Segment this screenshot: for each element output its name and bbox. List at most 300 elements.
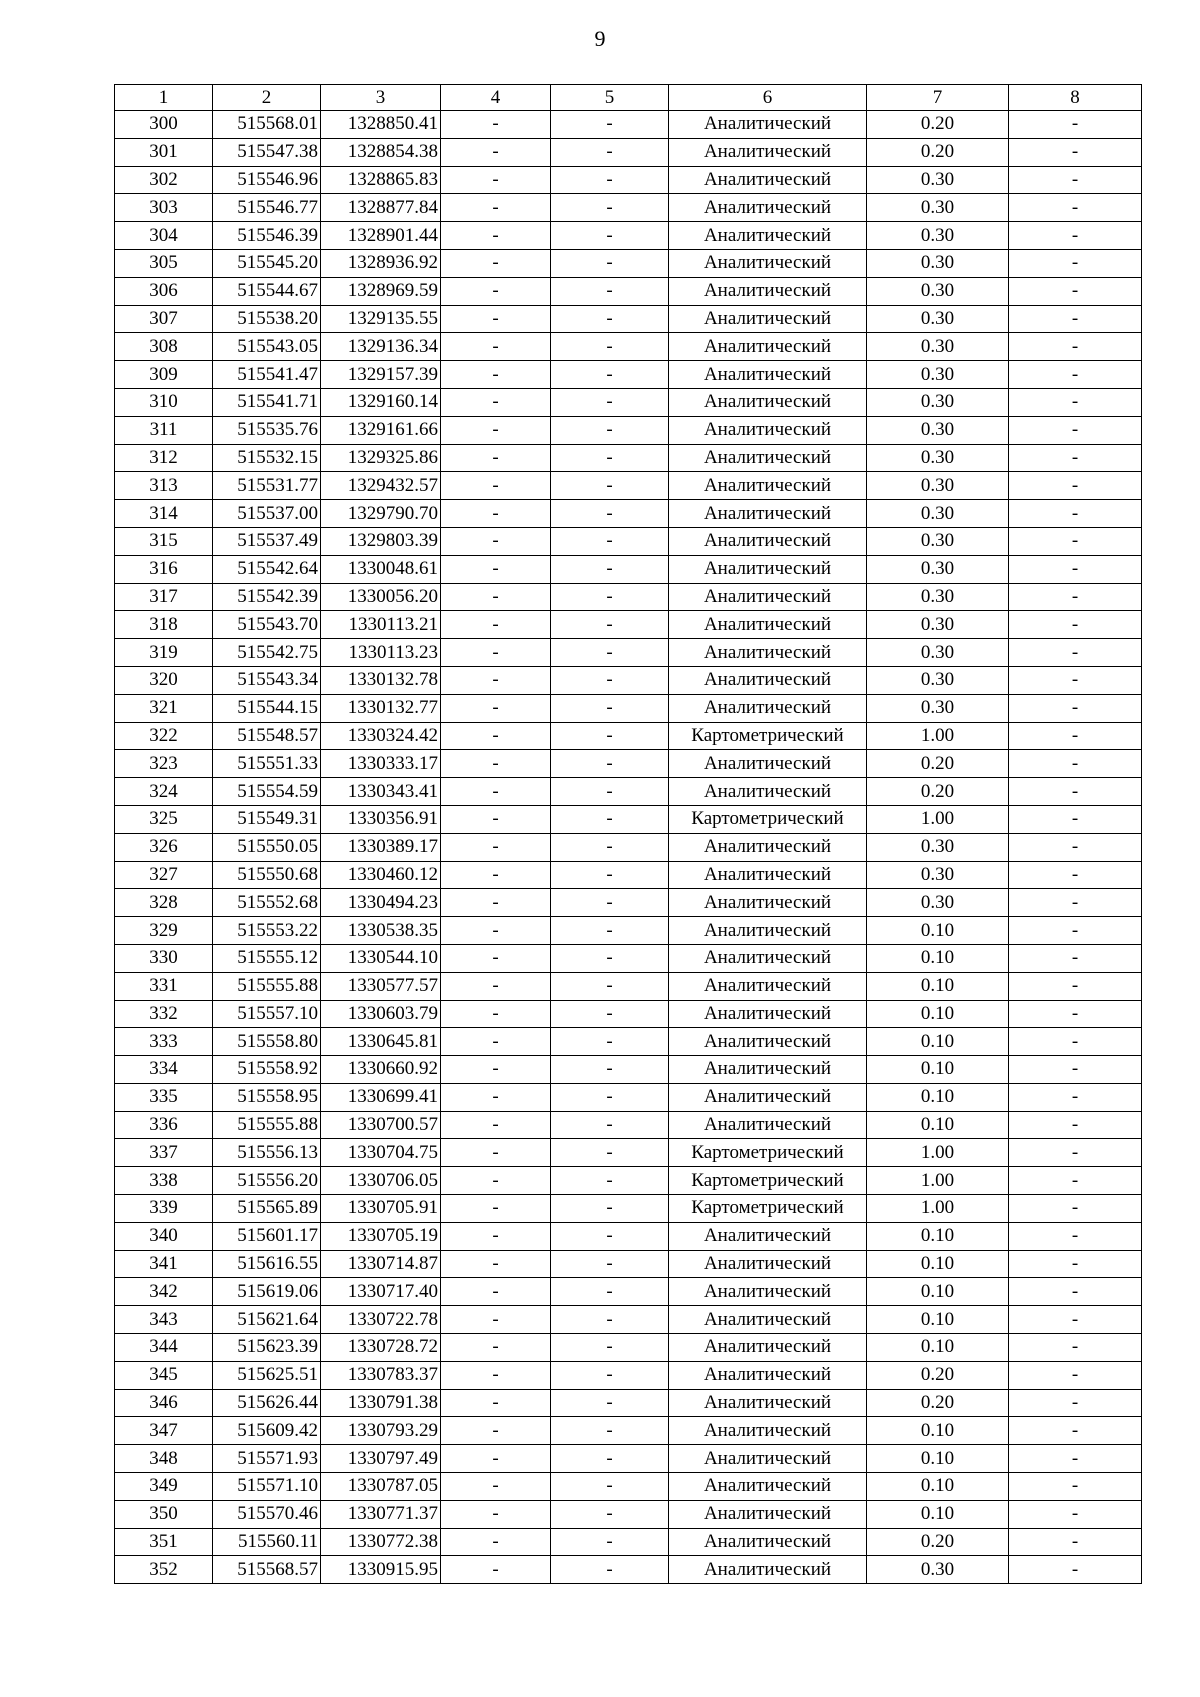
table-cell: 1330494.23	[321, 889, 441, 917]
table-cell: -	[441, 750, 551, 778]
table-cell: Аналитический	[669, 944, 867, 972]
table-cell: 0.10	[867, 1278, 1009, 1306]
table-cell: -	[441, 1417, 551, 1445]
table-row	[115, 1417, 1142, 1445]
table-cell: 339	[115, 1195, 213, 1223]
table-cell: 1330645.81	[321, 1028, 441, 1056]
table-cell: -	[1009, 833, 1142, 861]
table-cell: -	[441, 1111, 551, 1139]
table-cell: 346	[115, 1389, 213, 1417]
table-row	[115, 639, 1142, 667]
table-cell: 312	[115, 444, 213, 472]
table-cell: 0.30	[867, 361, 1009, 389]
table-row	[115, 583, 1142, 611]
table-cell: 1330704.75	[321, 1139, 441, 1167]
table-cell: 1.00	[867, 1139, 1009, 1167]
table-cell: 1329135.55	[321, 305, 441, 333]
table-cell: -	[1009, 917, 1142, 945]
table-cell: 515555.12	[213, 944, 321, 972]
table-cell: 0.30	[867, 500, 1009, 528]
table-cell: 337	[115, 1139, 213, 1167]
table-cell: -	[1009, 778, 1142, 806]
table-cell: 0.10	[867, 972, 1009, 1000]
table-cell: 1330333.17	[321, 750, 441, 778]
table-cell: Аналитический	[669, 861, 867, 889]
table-cell: 305	[115, 249, 213, 277]
table-cell: 334	[115, 1056, 213, 1084]
table-row	[115, 1083, 1142, 1111]
table-cell: -	[441, 416, 551, 444]
table-cell: 1330660.92	[321, 1056, 441, 1084]
table-cell: 515625.51	[213, 1361, 321, 1389]
table-cell: 0.20	[867, 750, 1009, 778]
table-row	[115, 1361, 1142, 1389]
table-cell: -	[1009, 805, 1142, 833]
table-cell: 515560.11	[213, 1528, 321, 1556]
table-cell: Аналитический	[669, 833, 867, 861]
table-cell: 0.30	[867, 889, 1009, 917]
table-cell: -	[1009, 1389, 1142, 1417]
table-cell: 0.10	[867, 1222, 1009, 1250]
table-cell: 319	[115, 639, 213, 667]
table-cell: -	[551, 1334, 669, 1362]
table-cell: -	[441, 1000, 551, 1028]
table-cell: Аналитический	[669, 1306, 867, 1334]
table-cell: Аналитический	[669, 1028, 867, 1056]
table-cell: -	[441, 889, 551, 917]
column-header: 2	[213, 85, 321, 111]
table-cell: Аналитический	[669, 639, 867, 667]
table-row	[115, 1500, 1142, 1528]
table-cell: 0.30	[867, 222, 1009, 250]
table-cell: Аналитический	[669, 1334, 867, 1362]
table-cell: 1329160.14	[321, 388, 441, 416]
column-header: 6	[669, 85, 867, 111]
table-cell: Аналитический	[669, 444, 867, 472]
table-row	[115, 1278, 1142, 1306]
table-cell: -	[551, 194, 669, 222]
coordinates-table	[114, 84, 1142, 1584]
table-cell: -	[551, 833, 669, 861]
table-cell: -	[551, 1250, 669, 1278]
table-row	[115, 778, 1142, 806]
table-cell: -	[441, 917, 551, 945]
table-cell: 515546.39	[213, 222, 321, 250]
table-cell: -	[441, 639, 551, 667]
table-cell: -	[1009, 1028, 1142, 1056]
table-row	[115, 1139, 1142, 1167]
table-cell: 515546.96	[213, 166, 321, 194]
table-cell: -	[441, 1334, 551, 1362]
table-cell: -	[441, 1139, 551, 1167]
table-cell: 1330132.77	[321, 694, 441, 722]
table-cell: 515541.47	[213, 361, 321, 389]
table-cell: 0.10	[867, 1056, 1009, 1084]
table-cell: -	[1009, 1417, 1142, 1445]
table-cell: -	[441, 1056, 551, 1084]
table-cell: -	[441, 138, 551, 166]
table-cell: 323	[115, 750, 213, 778]
table-cell: -	[441, 694, 551, 722]
table-cell: Аналитический	[669, 1250, 867, 1278]
table-row	[115, 1556, 1142, 1584]
table-cell: -	[1009, 1083, 1142, 1111]
table-cell: 320	[115, 666, 213, 694]
table-cell: -	[1009, 194, 1142, 222]
table-row	[115, 944, 1142, 972]
table-cell: -	[441, 1473, 551, 1501]
table-cell: 515543.34	[213, 666, 321, 694]
table-cell: 0.10	[867, 1028, 1009, 1056]
table-cell: 1330793.29	[321, 1417, 441, 1445]
table-cell: -	[551, 778, 669, 806]
table-row	[115, 500, 1142, 528]
table-cell: 300	[115, 111, 213, 139]
table-cell: -	[1009, 639, 1142, 667]
table-row	[115, 111, 1142, 139]
table-cell: -	[441, 1250, 551, 1278]
table-cell: Аналитический	[669, 249, 867, 277]
table-row	[115, 361, 1142, 389]
table-cell: 0.20	[867, 111, 1009, 139]
table-cell: Картометрический	[669, 1139, 867, 1167]
table-cell: -	[1009, 1139, 1142, 1167]
table-cell: -	[1009, 583, 1142, 611]
table-cell: 515601.17	[213, 1222, 321, 1250]
table-cell: 515547.38	[213, 138, 321, 166]
table-cell: -	[1009, 305, 1142, 333]
table-cell: -	[1009, 1556, 1142, 1584]
table-cell: -	[441, 1361, 551, 1389]
column-header: 8	[1009, 85, 1142, 111]
table-cell: Аналитический	[669, 472, 867, 500]
table-cell: -	[551, 500, 669, 528]
table-cell: -	[551, 1417, 669, 1445]
column-header: 7	[867, 85, 1009, 111]
table-cell: -	[551, 111, 669, 139]
table-row	[115, 917, 1142, 945]
table-cell: Аналитический	[669, 583, 867, 611]
table-cell: 327	[115, 861, 213, 889]
table-cell: -	[1009, 277, 1142, 305]
table-row	[115, 249, 1142, 277]
table-cell: -	[441, 444, 551, 472]
table-cell: -	[1009, 972, 1142, 1000]
table-cell: -	[1009, 1056, 1142, 1084]
table-row	[115, 166, 1142, 194]
table-cell: 1.00	[867, 805, 1009, 833]
table-cell: Аналитический	[669, 1417, 867, 1445]
table-cell: -	[1009, 333, 1142, 361]
table-cell: 1330113.21	[321, 611, 441, 639]
table-cell: 1330915.95	[321, 1556, 441, 1584]
table-cell: 1330706.05	[321, 1167, 441, 1195]
table-cell: 515531.77	[213, 472, 321, 500]
table-cell: 515552.68	[213, 889, 321, 917]
table-row	[115, 1473, 1142, 1501]
table-cell: 0.10	[867, 1334, 1009, 1362]
table-cell: Аналитический	[669, 222, 867, 250]
table-cell: -	[441, 305, 551, 333]
table-cell: 1328854.38	[321, 138, 441, 166]
table-cell: 1329790.70	[321, 500, 441, 528]
table-cell: 515538.20	[213, 305, 321, 333]
table-cell: 0.10	[867, 1083, 1009, 1111]
table-cell: -	[551, 1056, 669, 1084]
table-cell: 347	[115, 1417, 213, 1445]
table-cell: -	[551, 1306, 669, 1334]
table-row	[115, 1167, 1142, 1195]
table-cell: 0.30	[867, 666, 1009, 694]
table-cell: 324	[115, 778, 213, 806]
table-cell: -	[441, 583, 551, 611]
table-cell: 350	[115, 1500, 213, 1528]
table-cell: -	[551, 1278, 669, 1306]
table-cell: Аналитический	[669, 111, 867, 139]
table-cell: -	[1009, 444, 1142, 472]
table-cell: 310	[115, 388, 213, 416]
table-cell: 515541.71	[213, 388, 321, 416]
table-cell: 515537.00	[213, 500, 321, 528]
table-cell: 515558.95	[213, 1083, 321, 1111]
table-cell: 1330343.41	[321, 778, 441, 806]
table-cell: -	[441, 249, 551, 277]
table-row	[115, 833, 1142, 861]
table-cell: 1330603.79	[321, 1000, 441, 1028]
table-cell: 515568.57	[213, 1556, 321, 1584]
table-cell: 0.10	[867, 1250, 1009, 1278]
table-cell: -	[441, 722, 551, 750]
table-row	[115, 388, 1142, 416]
table-cell: 0.30	[867, 305, 1009, 333]
table-row	[115, 472, 1142, 500]
table-row	[115, 1334, 1142, 1362]
table-cell: 0.30	[867, 694, 1009, 722]
table-row	[115, 444, 1142, 472]
table-row	[115, 305, 1142, 333]
table-cell: Аналитический	[669, 500, 867, 528]
table-cell: 301	[115, 138, 213, 166]
table-cell: Аналитический	[669, 1445, 867, 1473]
table-row	[115, 527, 1142, 555]
table-cell: -	[551, 666, 669, 694]
table-row	[115, 194, 1142, 222]
table-cell: 0.30	[867, 611, 1009, 639]
table-cell: -	[1009, 111, 1142, 139]
table-cell: 0.10	[867, 1306, 1009, 1334]
table-cell: -	[1009, 1500, 1142, 1528]
table-cell: -	[551, 1361, 669, 1389]
table-cell: -	[551, 694, 669, 722]
table-cell: 515568.01	[213, 111, 321, 139]
table-cell: 0.20	[867, 138, 1009, 166]
table-cell: -	[1009, 889, 1142, 917]
table-cell: 1328865.83	[321, 166, 441, 194]
table-cell: -	[551, 555, 669, 583]
table-row	[115, 805, 1142, 833]
table-cell: Аналитический	[669, 1361, 867, 1389]
table-cell: -	[1009, 722, 1142, 750]
table-cell: 515542.39	[213, 583, 321, 611]
table-cell: 0.30	[867, 527, 1009, 555]
table-cell: Аналитический	[669, 361, 867, 389]
table-cell: -	[441, 361, 551, 389]
table-cell: -	[551, 138, 669, 166]
table-cell: 515619.06	[213, 1278, 321, 1306]
table-cell: -	[441, 1500, 551, 1528]
table-cell: 1.00	[867, 1195, 1009, 1223]
table-cell: 302	[115, 166, 213, 194]
table-cell: -	[441, 611, 551, 639]
table-row	[115, 138, 1142, 166]
table-cell: -	[441, 1445, 551, 1473]
table-cell: -	[1009, 500, 1142, 528]
table-cell: 1328877.84	[321, 194, 441, 222]
table-cell: 515543.05	[213, 333, 321, 361]
table-cell: 0.30	[867, 833, 1009, 861]
table-cell: 313	[115, 472, 213, 500]
table-cell: 1330787.05	[321, 1473, 441, 1501]
table-cell: -	[551, 1083, 669, 1111]
table-cell: 303	[115, 194, 213, 222]
table-cell: -	[441, 1028, 551, 1056]
table-cell: -	[1009, 222, 1142, 250]
table-cell: -	[1009, 1528, 1142, 1556]
table-cell: -	[551, 1139, 669, 1167]
table-cell: 0.20	[867, 1528, 1009, 1556]
table-cell: -	[1009, 361, 1142, 389]
table-cell: 307	[115, 305, 213, 333]
table-cell: -	[1009, 1445, 1142, 1473]
table-cell: -	[551, 639, 669, 667]
table-cell: Картометрический	[669, 1167, 867, 1195]
table-cell: 0.10	[867, 1473, 1009, 1501]
table-cell: 1329432.57	[321, 472, 441, 500]
table-cell: -	[1009, 1167, 1142, 1195]
table-cell: 515553.22	[213, 917, 321, 945]
table-cell: 1330048.61	[321, 555, 441, 583]
table-cell: -	[441, 472, 551, 500]
table-body	[115, 111, 1142, 1584]
column-header: 3	[321, 85, 441, 111]
table-cell: 322	[115, 722, 213, 750]
table-cell: 342	[115, 1278, 213, 1306]
table-cell: -	[551, 1473, 669, 1501]
table-cell: -	[441, 1528, 551, 1556]
table-cell: Аналитический	[669, 694, 867, 722]
table-cell: -	[551, 1389, 669, 1417]
table-cell: -	[551, 305, 669, 333]
table-cell: -	[1009, 1222, 1142, 1250]
table-cell: Аналитический	[669, 1528, 867, 1556]
table-cell: 0.10	[867, 1000, 1009, 1028]
table-cell: 515550.05	[213, 833, 321, 861]
table-row	[115, 972, 1142, 1000]
table-row	[115, 1389, 1142, 1417]
table-cell: -	[551, 722, 669, 750]
table-cell: -	[441, 1195, 551, 1223]
table-cell: -	[551, 1111, 669, 1139]
table-cell: 1330113.23	[321, 639, 441, 667]
table-cell: 317	[115, 583, 213, 611]
table-cell: -	[1009, 611, 1142, 639]
table-cell: 0.20	[867, 778, 1009, 806]
table-cell: 0.10	[867, 944, 1009, 972]
table-cell: -	[551, 583, 669, 611]
table-cell: 1330132.78	[321, 666, 441, 694]
table-cell: Аналитический	[669, 917, 867, 945]
table-cell: -	[551, 972, 669, 1000]
table-cell: -	[441, 166, 551, 194]
table-cell: 1330356.91	[321, 805, 441, 833]
table-cell: -	[441, 805, 551, 833]
table-cell: -	[1009, 527, 1142, 555]
table-cell: -	[441, 1083, 551, 1111]
table-cell: -	[551, 1445, 669, 1473]
table-cell: 1330544.10	[321, 944, 441, 972]
table-header-row	[115, 85, 1142, 111]
table-row	[115, 694, 1142, 722]
table-cell: 515543.70	[213, 611, 321, 639]
table-cell: 304	[115, 222, 213, 250]
table-cell: -	[1009, 1306, 1142, 1334]
table-cell: -	[441, 388, 551, 416]
table-cell: -	[551, 861, 669, 889]
table-cell: 515558.80	[213, 1028, 321, 1056]
table-cell: 1330705.91	[321, 1195, 441, 1223]
table-cell: Аналитический	[669, 1556, 867, 1584]
table-cell: -	[1009, 1111, 1142, 1139]
table-cell: -	[441, 1389, 551, 1417]
table-cell: -	[441, 111, 551, 139]
table-cell: Аналитический	[669, 305, 867, 333]
table-cell: 0.30	[867, 388, 1009, 416]
table-cell: 1330389.17	[321, 833, 441, 861]
table-cell: 336	[115, 1111, 213, 1139]
table-cell: 515537.49	[213, 527, 321, 555]
table-cell: 331	[115, 972, 213, 1000]
table-cell: 515554.59	[213, 778, 321, 806]
table-cell: 0.30	[867, 444, 1009, 472]
table-cell: Картометрический	[669, 722, 867, 750]
table-cell: 306	[115, 277, 213, 305]
table-cell: -	[1009, 249, 1142, 277]
table-cell: Аналитический	[669, 1389, 867, 1417]
table-cell: 1330538.35	[321, 917, 441, 945]
table-cell: 0.20	[867, 1389, 1009, 1417]
table-cell: 1329161.66	[321, 416, 441, 444]
table-cell: 316	[115, 555, 213, 583]
table-cell: 1330056.20	[321, 583, 441, 611]
table-cell: 318	[115, 611, 213, 639]
table-cell: 0.10	[867, 1111, 1009, 1139]
table-cell: 1328969.59	[321, 277, 441, 305]
table-cell: 515555.88	[213, 972, 321, 1000]
table-cell: 515548.57	[213, 722, 321, 750]
table-cell: 0.30	[867, 583, 1009, 611]
table-cell: -	[1009, 1195, 1142, 1223]
table-row	[115, 1445, 1142, 1473]
table-cell: -	[441, 500, 551, 528]
table-cell: -	[1009, 1000, 1142, 1028]
table-row	[115, 1056, 1142, 1084]
table-cell: -	[551, 361, 669, 389]
table-cell: -	[1009, 1473, 1142, 1501]
table-cell: 0.30	[867, 861, 1009, 889]
table-cell: 332	[115, 1000, 213, 1028]
table-row	[115, 611, 1142, 639]
table-cell: -	[1009, 1278, 1142, 1306]
